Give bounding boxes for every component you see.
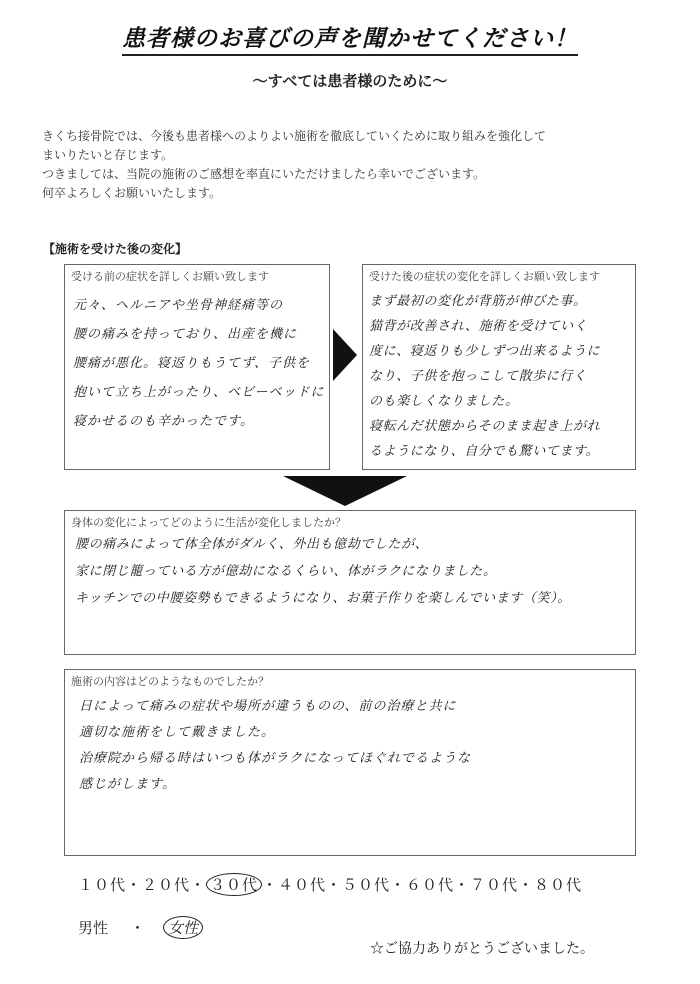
answer-line: 腰痛が悪化。寝返りもうてず、子供を bbox=[73, 356, 310, 371]
thanks-message: ☆ご協力ありがとうございました。 bbox=[370, 941, 594, 957]
age-option-selected: ３０代 bbox=[206, 873, 262, 896]
life-change-box bbox=[64, 510, 636, 655]
before-symptoms-box bbox=[64, 264, 330, 470]
age-selection bbox=[78, 874, 582, 895]
answer-line: 寝かせるのも辛かったです。 bbox=[73, 414, 254, 429]
answer-line: 猫背が改善され、施術を受けていく bbox=[369, 319, 588, 334]
answer-line: 腰の痛みによって体全体がダルく、外出も億劫でしたが、 bbox=[75, 537, 429, 552]
answer-line: のも楽しくなりました。 bbox=[369, 394, 519, 409]
answer-line: なり、子供を抱っこして散歩に行く bbox=[369, 369, 587, 384]
answer-line: 寝転んだ状態からそのまま起き上がれ bbox=[369, 419, 601, 434]
answer-line: 適切な施術をして戴きました。 bbox=[79, 725, 276, 740]
treatment-content-box bbox=[64, 669, 636, 856]
intro-text bbox=[42, 127, 662, 203]
answer-line: まず最初の変化が背筋が伸びた事。 bbox=[369, 294, 587, 309]
gender-selection bbox=[78, 916, 203, 939]
after-symptoms-answer bbox=[369, 289, 600, 464]
answer-line: 度に、寝返りも少しずつ出来るように bbox=[369, 344, 601, 359]
after-symptoms-box bbox=[362, 264, 636, 470]
before-symptoms-prompt: 受ける前の症状を詳しくお願い致します bbox=[71, 270, 269, 283]
answer-line: 感じがします。 bbox=[79, 777, 176, 792]
gender-separator: ・ bbox=[130, 919, 146, 937]
after-symptoms-prompt: 受けた後の症状の変化を詳しくお願い致します bbox=[369, 270, 600, 283]
gender-option-male: 男性 bbox=[78, 919, 109, 937]
page-subtitle: ～すべては患者様のために～ bbox=[252, 72, 448, 90]
page-title-text: 患者様のお喜びの声を聞かせてください！ bbox=[122, 26, 578, 56]
arrow-right-icon bbox=[333, 329, 357, 381]
page-title bbox=[0, 20, 700, 53]
answer-line: 腰の痛みを持っており、出産を機に bbox=[73, 327, 298, 342]
answer-line: 元々、ヘルニアや坐骨神経痛等の bbox=[73, 298, 284, 313]
answer-line: キッチンでの中腰姿勢もできるようになり、お菓子作りを楽しんでいます（笑）。 bbox=[75, 591, 571, 606]
answer-line: 抱いて立ち上がったり、ベビーベッドに bbox=[73, 385, 325, 400]
answer-line: 治療院から帰る時はいつも体がラクになってほぐれでるような bbox=[79, 751, 472, 766]
life-change-answer bbox=[75, 531, 571, 612]
age-options-after: ・４０代・５０代・６０代・７０代・８０代 bbox=[262, 876, 583, 894]
intro-line: きくち接骨院では、今後も患者様へのよりよい施術を徹底していくために取り組みを強化して bbox=[42, 129, 547, 143]
intro-line: つきましては、当院の施術のご感想を率直にいただけましたら幸いでございます。 bbox=[42, 167, 486, 181]
answer-line: るようになり、自分でも驚いてます。 bbox=[369, 444, 600, 459]
treatment-content-prompt: 施術の内容はどのようなものでしたか？ bbox=[71, 675, 269, 688]
intro-line: まいりたいと存じます。 bbox=[42, 148, 174, 162]
gender-option-selected: 女性 bbox=[163, 916, 203, 939]
arrow-down-icon bbox=[283, 476, 407, 506]
treatment-content-answer bbox=[79, 694, 471, 798]
section-label: 【施術を受けた後の変化】 bbox=[43, 242, 188, 256]
answer-line: 家に閉じ籠っている方が億劫になるくらい、体がラクになりました。 bbox=[75, 564, 497, 579]
intro-line: 何卒よろしくお願いいたします。 bbox=[42, 186, 222, 200]
answer-line: 日によって痛みの症状や場所が違うものの、前の治療と共に bbox=[79, 699, 457, 714]
life-change-prompt: 身体の変化によってどのように生活が変化しましたか？ bbox=[71, 516, 346, 529]
age-options-before: １０代・２０代・ bbox=[78, 876, 207, 894]
before-symptoms-answer bbox=[73, 291, 324, 436]
